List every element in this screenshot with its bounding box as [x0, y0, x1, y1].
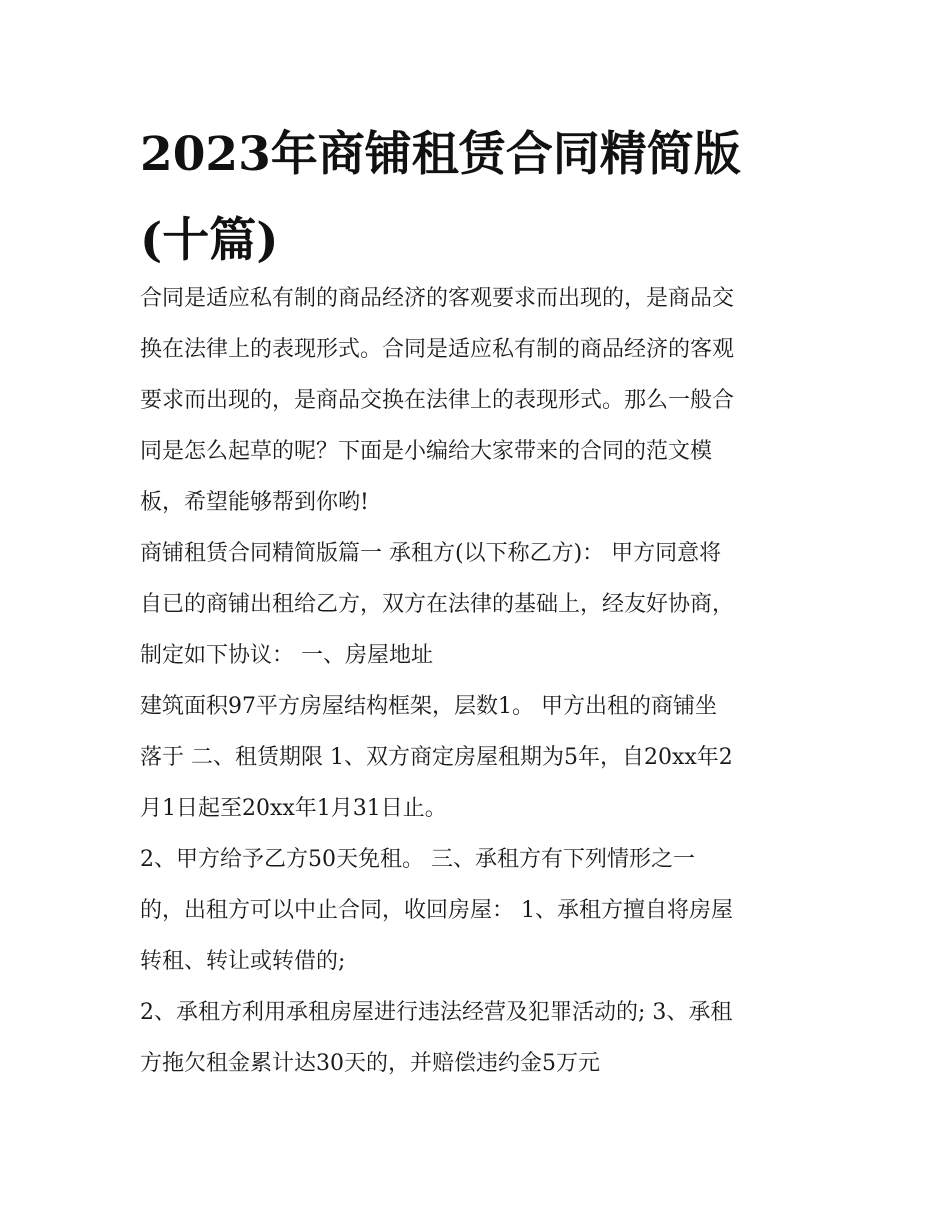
paragraph-property-info — [140, 681, 830, 834]
text-line: 同是怎么起草的呢？下面是小编给大家带来的合同的范文模 — [140, 439, 713, 464]
text-line: 2、承租方利用承租房屋进行违法经营及犯罪活动的; 3、承租 — [140, 1000, 733, 1025]
document-title — [140, 112, 820, 284]
text-line: 自已的商铺出租给乙方，双方在法律的基础上，经友好协商， — [140, 592, 735, 617]
text-line: 要求而出现的，是商品交换在法律上的表现形式。那么一般合 — [140, 388, 735, 413]
document-body — [140, 273, 830, 1089]
text-line: 落于 二、租赁期限 1、双方商定房屋租期为5年，自20xx年2 — [140, 745, 733, 770]
text-line: 合同是适应私有制的商品经济的客观要求而出现的，是商品交 — [140, 286, 735, 311]
text-line: 建筑面积97平方房屋结构框架，层数1。 甲方出租的商铺坐 — [140, 694, 717, 719]
text-line: 的，出租方可以中止合同，收回房屋： 1、承租方擅自将房屋 — [140, 898, 733, 923]
text-line: 换在法律上的表现形式。合同是适应私有制的商品经济的客观 — [140, 337, 735, 362]
text-line: 商铺租赁合同精简版篇一 承租方(以下称乙方)： 甲方同意将 — [140, 541, 722, 566]
paragraph-article-one — [140, 528, 830, 681]
text-line: 转租、转让或转借的; — [140, 949, 346, 974]
text-line: 月1日起至20xx年1月31日止。 — [140, 796, 447, 821]
text-line: 板，希望能够帮到你哟! — [140, 490, 369, 515]
paragraph-violations — [140, 987, 830, 1089]
text-line: 2、甲方给予乙方50天免租。 三、承租方有下列情形之一 — [140, 847, 695, 872]
paragraph-termination — [140, 834, 830, 987]
text-line: 制定如下协议： 一、房屋地址 — [140, 643, 433, 668]
text-line: 方拖欠租金累计达30天的，并赔偿违约金5万元 — [140, 1051, 600, 1076]
title-line: 2023年商铺租赁合同精简版 — [140, 127, 741, 182]
paragraph-intro — [140, 273, 830, 528]
title-line: (十篇) — [140, 213, 279, 268]
